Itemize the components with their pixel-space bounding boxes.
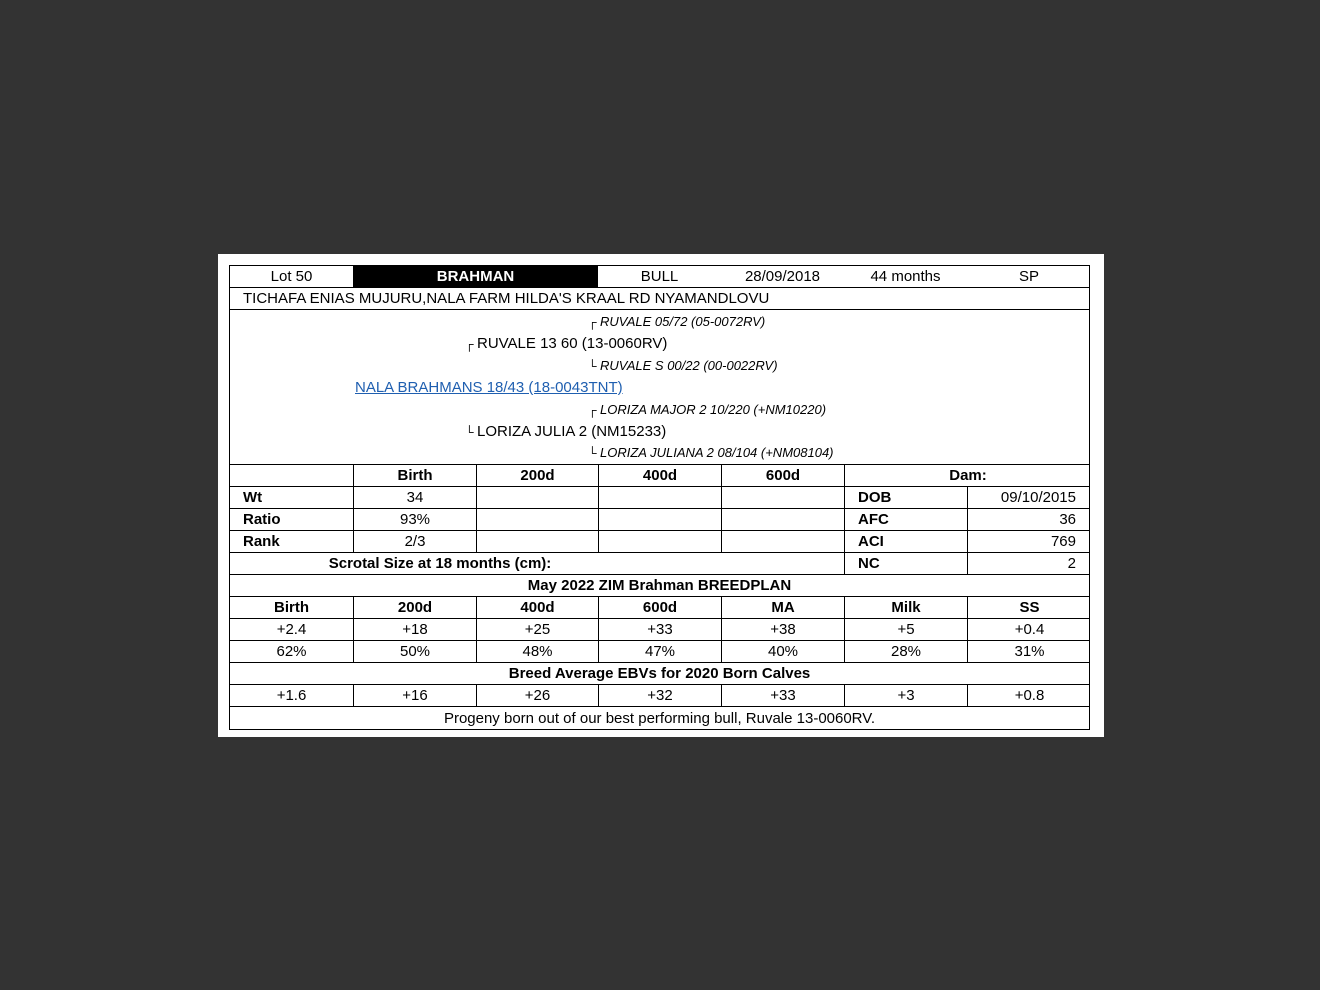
dam: └ LORIZA JULIA 2 (NM15233): [465, 423, 667, 440]
breed-label: BRAHMAN: [353, 266, 598, 287]
weights-value: [598, 509, 721, 530]
breed-average-value: +16: [353, 685, 476, 706]
sex-label: BULL: [640, 268, 679, 285]
breed-average-value: +1.6: [276, 687, 307, 704]
comment-text: Progeny born out of our best performing bull, Ruvale 13-0060RV.: [443, 709, 876, 727]
pedigree-section: [230, 310, 1089, 465]
dam-label: ACI: [844, 531, 967, 552]
breed-average-value: +3: [844, 685, 967, 706]
ebv-value: +33: [598, 619, 721, 640]
scrotal-label: Scrotal Size at 18 months (cm):: [328, 555, 552, 572]
weights-value: [476, 487, 598, 508]
birth-date: 28/09/2018: [744, 268, 821, 285]
animal-link[interactable]: NALA BRAHMANS 18/43 (18-0043TNT): [355, 379, 623, 396]
ebv-value: +38: [721, 619, 844, 640]
breed-average-title: Breed Average EBVs for 2020 Born Calves: [508, 665, 811, 682]
owner-name: TICHAFA ENIAS MUJURU,NALA FARM HILDA'S KRAAL RD NYAMANDLOVU: [243, 290, 770, 307]
dam-sire: ┌ LORIZA MAJOR 2 10/220 (+NM10220): [588, 402, 827, 417]
breedplan-header: 600d: [598, 597, 721, 618]
breedplan-header-row: [230, 597, 1089, 619]
breedplan-header: Birth: [274, 599, 309, 616]
lot-sheet: [229, 265, 1090, 730]
accuracy-value: 47%: [598, 641, 721, 662]
weights-value: [721, 509, 844, 530]
weights-row-wt: [230, 487, 1089, 509]
weights-value: [476, 531, 598, 552]
comment-row: [230, 707, 1089, 729]
dam-value: 2: [967, 553, 1091, 574]
breedplan-title-row: [230, 575, 1089, 597]
sire-dam: └ RUVALE S 00/22 (00-0022RV): [588, 358, 778, 373]
weights-header-row: [230, 465, 1089, 487]
ebv-value: +0.4: [967, 619, 1091, 640]
ebv-value: +25: [476, 619, 598, 640]
breedplan-header: SS: [967, 597, 1091, 618]
weights-value: [598, 531, 721, 552]
dam-label: AFC: [844, 509, 967, 530]
weights-value: [721, 531, 844, 552]
ebv-value: +2.4: [276, 621, 307, 638]
dam-value: 769: [967, 531, 1091, 552]
breedplan-header: 400d: [476, 597, 598, 618]
weights-label: Wt: [243, 489, 263, 506]
breed-average-value: +26: [476, 685, 598, 706]
scrotal-row: [230, 553, 1089, 575]
weights-row-rank: [230, 531, 1089, 553]
sire: ┌ RUVALE 13 60 (13-0060RV): [465, 335, 668, 352]
accuracy-value: 40%: [721, 641, 844, 662]
weights-header-400d: 400d: [598, 465, 721, 486]
ebv-value: +5: [844, 619, 967, 640]
breedplan-title: May 2022 ZIM Brahman BREEDPLAN: [527, 577, 792, 594]
owner-row: [230, 288, 1089, 310]
breed-average-value: +0.8: [967, 685, 1091, 706]
breedplan-header: MA: [721, 597, 844, 618]
weights-value: 34: [353, 487, 476, 508]
weights-value: [721, 487, 844, 508]
breedplan-header: 200d: [353, 597, 476, 618]
breed-average-title-row: [230, 663, 1089, 685]
dam-value: 09/10/2015: [967, 487, 1091, 508]
dam-value: 36: [967, 509, 1091, 530]
weights-value: [598, 487, 721, 508]
accuracy-value: 48%: [476, 641, 598, 662]
age-label: 44 months: [870, 268, 941, 285]
lot-card: [218, 254, 1104, 737]
breedplan-header: Milk: [844, 597, 967, 618]
weights-label: Ratio: [243, 511, 281, 528]
sire-sire: ┌ RUVALE 05/72 (05-0072RV): [588, 314, 766, 329]
breedplan-ebv-row: [230, 619, 1089, 641]
accuracy-value: 50%: [353, 641, 476, 662]
dam-title: Dam:: [844, 465, 1091, 486]
breedplan-accuracy-row: [230, 641, 1089, 663]
lot-number: Lot 50: [270, 268, 313, 285]
accuracy-value: 62%: [276, 643, 307, 660]
code-label: SP: [1018, 268, 1039, 285]
weights-value: [476, 509, 598, 530]
breed-average-value: +32: [598, 685, 721, 706]
dam-label: DOB: [844, 487, 967, 508]
weights-header-200d: 200d: [476, 465, 598, 486]
weights-header-birth: Birth: [353, 465, 476, 486]
breed-average-value: +33: [721, 685, 844, 706]
breed-average-row: [230, 685, 1089, 707]
accuracy-value: 31%: [967, 641, 1091, 662]
weights-row-ratio: [230, 509, 1089, 531]
weights-header-600d: 600d: [721, 465, 844, 486]
dam-label: NC: [844, 553, 967, 574]
header-row: [230, 266, 1089, 288]
weights-value: 93%: [353, 509, 476, 530]
dam-dam: └ LORIZA JULIANA 2 08/104 (+NM08104): [588, 445, 834, 460]
weights-label: Rank: [243, 533, 280, 550]
weights-value: 2/3: [353, 531, 476, 552]
accuracy-value: 28%: [844, 641, 967, 662]
ebv-value: +18: [353, 619, 476, 640]
